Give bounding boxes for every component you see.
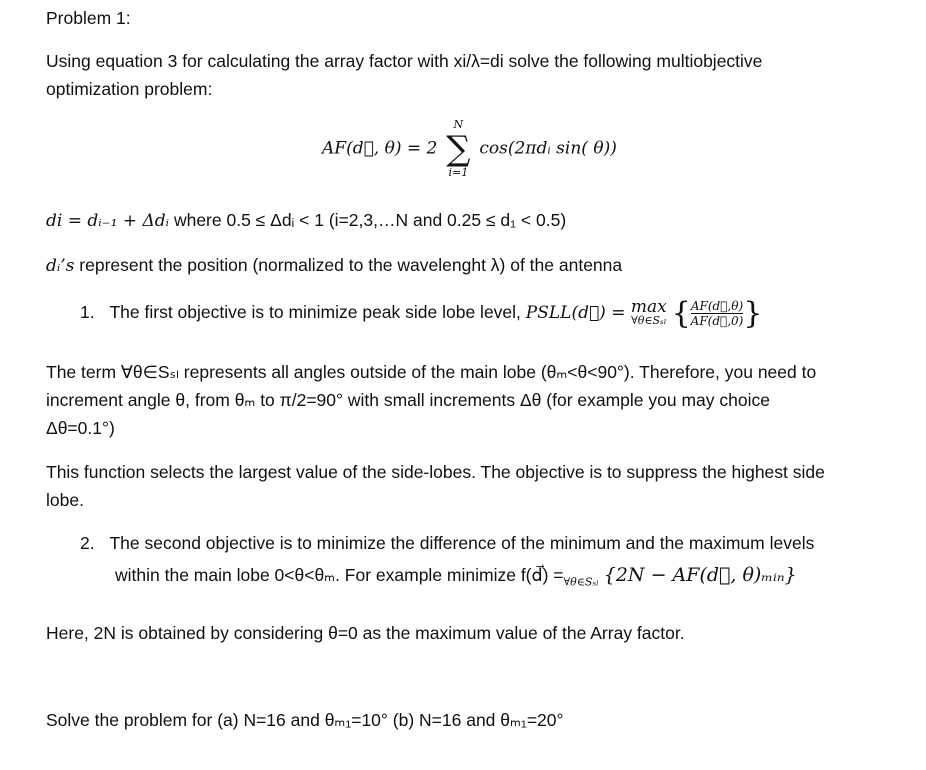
sum-lower-limit: i=1 [448,166,469,179]
intro-line-1: Using equation 3 for calculating the array factor with xi/λ=di solve the following multiobjective [46,51,763,71]
term-line-3: Δθ=0.1°) [46,418,115,438]
di-symbol: dᵢ’s [46,256,75,276]
fraction-denominator: AF(d⃗,0) [690,314,744,328]
objective-2-text: within the main lobe 0<θ<θₘ. For example minimize f(d⃗) = [115,565,564,585]
term-line-2: increment angle θ, from θₘ to π/2=90° with small increments Δθ (for example you may choice [46,390,770,410]
max-label: max [630,296,667,317]
objective-2-subscript: ∀θ∈Sₛₗ [563,575,599,589]
objective-1: 1. The first objective is to minimize peak side lobe level, PSLL(d⃗) = max ∀θ∈Sₛₗ { $\frac{AF(d⃗,\theta)}{AF(d⃗,0)}$ } [80,296,763,331]
di-constraints: where 0.5 ≤ Δdᵢ < 1 (i=2,3,…N and 0.25 ≤ d₁ < 0.5) [169,210,567,230]
sum-upper-limit: N [453,118,464,131]
di-formula: di = dᵢ₋₁ + Δdᵢ [46,211,170,231]
objective-2-line-1: The second objective is to minimize the difference of the minimum and the maximum levels [109,533,815,553]
psll-formula: PSLL(d⃗) = [525,303,631,324]
objective-2-line-2 [115,564,797,589]
array-factor-equation [322,118,617,180]
equation-lhs: AF(d⃗, θ) = 2 [322,138,438,159]
position-text: represent the position (normalized to the wavelenght λ) of the antenna [74,255,623,275]
objective-2-expression: {2N − AF(d⃗, θ)ₘᵢₙ} [603,564,797,586]
problem-title: Problem 1: [46,8,131,28]
psll-fraction [691,299,744,328]
select-line-1: This function selects the largest value of the side-lobes. The objective is to suppress the highest side [46,462,825,482]
fraction-numerator: AF(d⃗,θ) [690,299,744,313]
max-operator [630,296,667,327]
objective-1-text: The first objective is to minimize peak side lobe level, [109,302,526,323]
here-paragraph: Here, 2N is obtained by considering θ=0 as the maximum value of the Array factor. [46,623,685,643]
di-definition [46,210,566,231]
list-number: 1. [80,302,95,323]
solve-paragraph: Solve the problem for (a) N=16 and θₘ₁=10° (b) N=16 and θₘ₁=20° [46,710,564,730]
term-line-1: The term ∀θ∈Sₛₗ represents all angles outside of the main lobe (θₘ<θ<90°). Therefore, you need to [46,362,817,382]
summation: N ∑ i=1 [446,118,471,179]
position-line [46,255,622,276]
equation-rhs: cos(2πdᵢ sin( θ)) [479,138,617,159]
intro-line-2: optimization problem: [46,79,213,99]
max-subscript: ∀θ∈Sₛₗ [631,313,667,327]
select-line-2: lobe. [46,490,84,510]
list-number: 2. [80,533,95,553]
objective-2 [80,533,814,554]
